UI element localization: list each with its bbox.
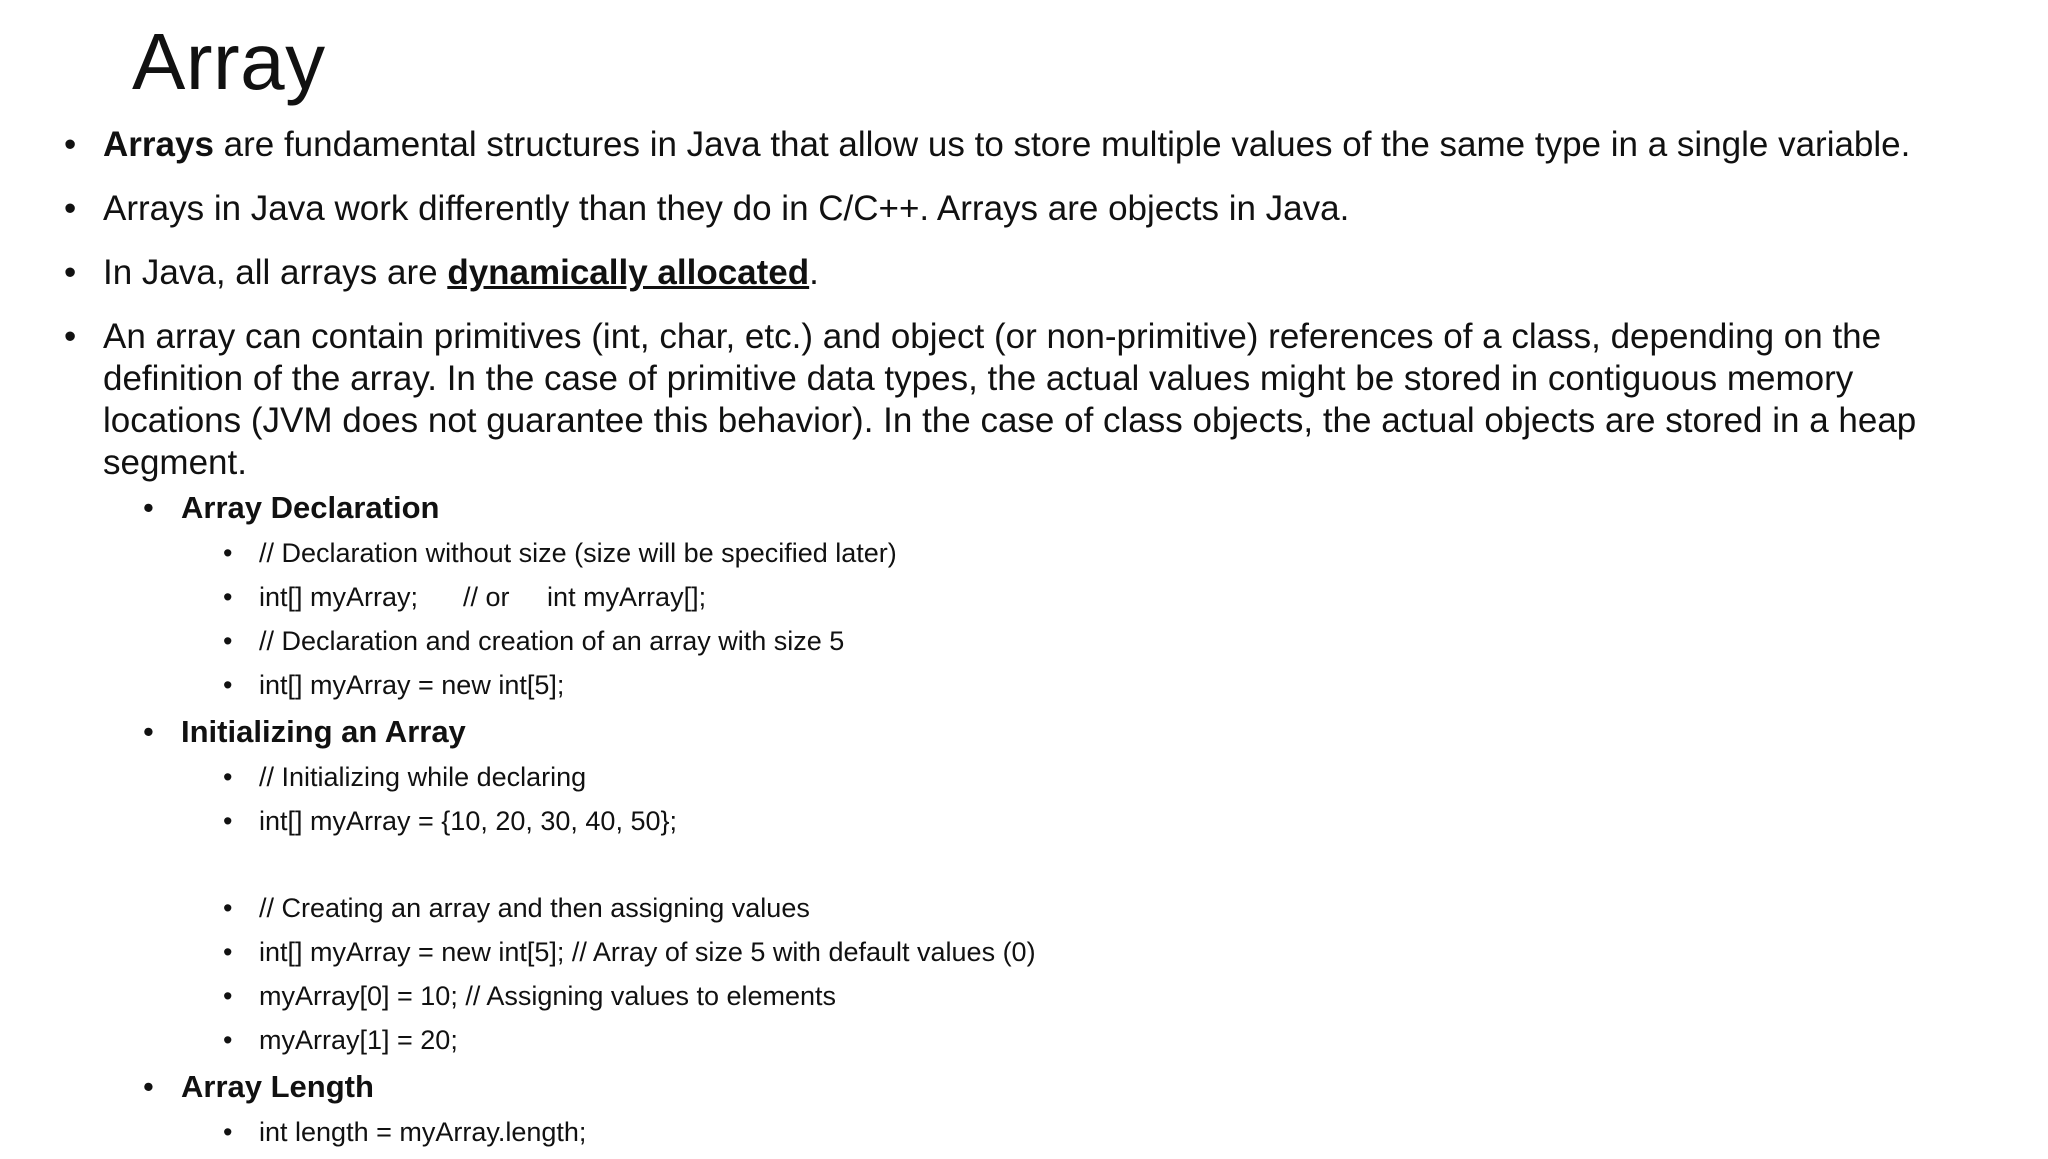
bullet-dot-icon: •	[64, 253, 77, 292]
bullet-dot-icon: •	[223, 1117, 233, 1147]
code-line: • int[] myArray; // or int myArray[];	[223, 582, 707, 612]
bold-term: Arrays	[103, 125, 214, 164]
bullet-dot-icon: •	[223, 582, 233, 612]
bullet-dot-icon: •	[143, 490, 154, 525]
bullet-java-vs-c: • Arrays in Java work differently than they do in C/C++. Arrays are objects in Java.	[64, 189, 1350, 228]
emphasized-term: dynamically allocated	[447, 253, 810, 292]
bullet-dot-icon: •	[143, 1069, 154, 1104]
section-heading-array-declaration: • Array Declaration	[181, 488, 2048, 528]
blank-line	[0, 848, 2048, 891]
bullet-array-contents: • An array can contain primitives (int, char, etc.) and object (or non-primitive) references of a class, depending on the definition of the array. In the case of primitive data types, the actual values might be stored in contiguous memory locations (JVM does not guarantee this behavior). In the case of class objects, the actual objects are stored in a heap segment.	[64, 317, 1917, 482]
bullet-dot-icon: •	[223, 670, 233, 700]
section-heading-initializing-array: • Initializing an Array	[181, 712, 2048, 752]
bullet-dot-icon: •	[64, 189, 77, 228]
code-line: • int[] myArray = new int[5]; // Array of size 5 with default values (0)	[223, 937, 1036, 967]
code-line: • // Creating an array and then assigning values	[223, 893, 810, 923]
section-heading-array-length: • Array Length	[181, 1067, 2048, 1107]
code-line: • int[] myArray = {10, 20, 30, 40, 50};	[223, 806, 677, 836]
bullet-dot-icon: •	[223, 762, 233, 792]
bullet-dot-icon: •	[64, 125, 77, 164]
bullet-dot-icon: •	[223, 893, 233, 923]
bullet-dot-icon: •	[64, 317, 77, 356]
bullet-arrays-definition: • Arrays are fundamental structures in Java that allow us to store multiple values of the same type in a single variable.	[64, 125, 1911, 164]
code-line: • myArray[1] = 20;	[223, 1025, 458, 1055]
bullet-dot-icon: •	[223, 626, 233, 656]
bullet-dot-icon: •	[143, 714, 154, 749]
bullet-dot-icon: •	[223, 538, 233, 568]
code-line: • int[] myArray = new int[5];	[223, 670, 565, 700]
slide-body	[0, 124, 2048, 1159]
slide-title: Array	[132, 17, 326, 106]
code-line: • // Initializing while declaring	[223, 762, 587, 792]
code-line: • myArray[0] = 10; // Assigning values to elements	[223, 981, 837, 1011]
bullet-dot-icon: •	[223, 806, 233, 836]
bullet-dot-icon: •	[223, 1025, 233, 1055]
bullet-dot-icon: •	[223, 981, 233, 1011]
code-line: • int length = myArray.length;	[223, 1117, 587, 1147]
code-line: • // Declaration and creation of an array with size 5	[223, 626, 845, 656]
code-line: • // Declaration without size (size will be specified later)	[223, 538, 897, 568]
bullet-dot-icon: •	[223, 937, 233, 967]
bullet-dynamic-allocation: • In Java, all arrays are dynamically allocated.	[64, 253, 819, 292]
